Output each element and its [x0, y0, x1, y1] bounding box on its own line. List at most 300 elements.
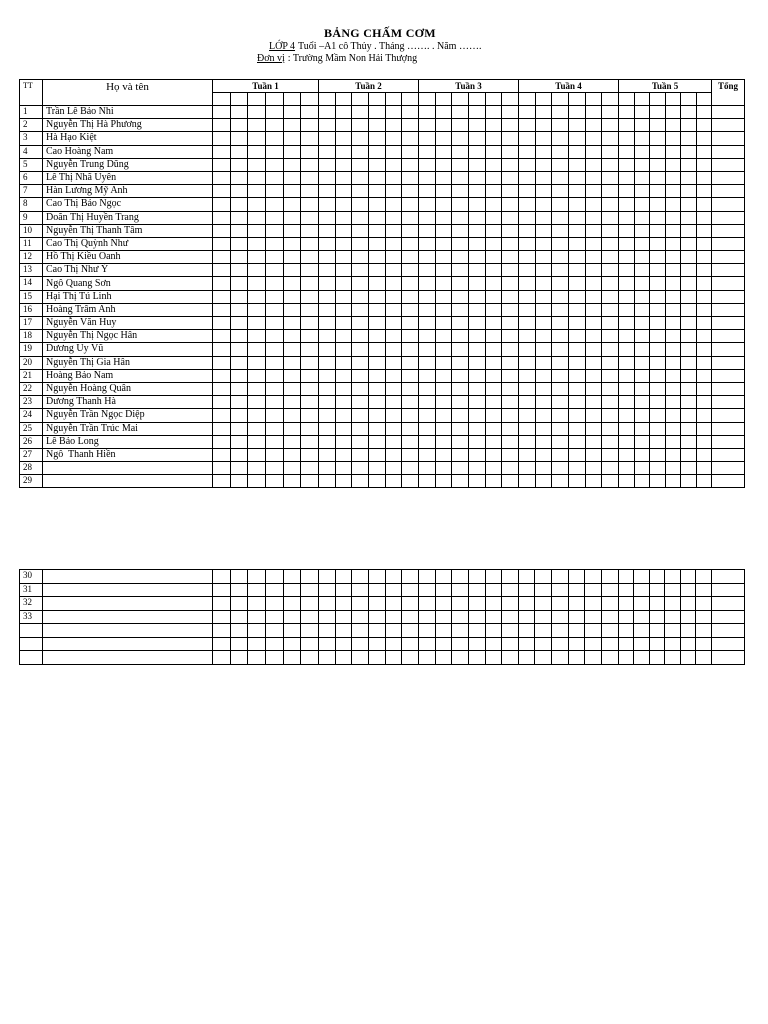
student-name: Hại Thị Tú Linh	[43, 290, 213, 303]
student-name: Ngô Thanh Hiền	[43, 448, 213, 461]
attendance-cell	[402, 409, 419, 422]
attendance-cell	[265, 119, 283, 132]
attendance-cell	[650, 185, 666, 198]
attendance-cell	[485, 396, 502, 409]
attendance-cell	[681, 356, 697, 369]
row-number: 13	[20, 264, 43, 277]
attendance-cell	[634, 396, 650, 409]
attendance-cell	[213, 317, 231, 330]
attendance-cell	[402, 198, 419, 211]
attendance-cell	[619, 132, 635, 145]
attendance-cell	[502, 211, 519, 224]
attendance-cell	[435, 448, 452, 461]
attendance-cell	[502, 462, 519, 475]
attendance-cell	[696, 382, 712, 395]
attendance-cell	[335, 317, 352, 330]
attendance-cell	[385, 132, 402, 145]
attendance-cell	[696, 290, 712, 303]
attendance-cell	[696, 422, 712, 435]
table-row	[20, 583, 745, 597]
attendance-cell	[265, 637, 283, 651]
attendance-cell	[301, 435, 319, 448]
attendance-cell	[265, 583, 283, 597]
attendance-cell	[518, 570, 535, 584]
attendance-cell	[585, 158, 602, 171]
attendance-cell	[535, 158, 552, 171]
day-header-cell	[230, 93, 248, 106]
attendance-cell	[248, 597, 266, 611]
attendance-cell	[602, 651, 619, 665]
attendance-cell	[452, 145, 469, 158]
attendance-cell	[665, 145, 681, 158]
attendance-cell	[452, 435, 469, 448]
attendance-cell	[552, 277, 569, 290]
attendance-cell	[519, 396, 536, 409]
attendance-cell	[619, 317, 635, 330]
attendance-cell	[335, 158, 352, 171]
attendance-cell	[283, 132, 301, 145]
attendance-cell	[665, 158, 681, 171]
attendance-cell	[385, 610, 402, 624]
attendance-cell	[319, 317, 336, 330]
day-header-cell	[619, 93, 635, 106]
attendance-table	[19, 79, 745, 488]
attendance-cell	[568, 106, 585, 119]
attendance-cell	[352, 237, 369, 250]
attendance-cell	[335, 277, 352, 290]
attendance-cell	[385, 251, 402, 264]
attendance-cell	[665, 597, 681, 611]
attendance-cell	[352, 224, 369, 237]
attendance-cell	[319, 290, 336, 303]
attendance-cell	[213, 211, 231, 224]
attendance-cell	[301, 317, 319, 330]
attendance-cell	[485, 119, 502, 132]
attendance-cell	[568, 583, 585, 597]
total-cell	[712, 132, 745, 145]
attendance-cell	[283, 624, 301, 638]
attendance-cell	[568, 448, 585, 461]
attendance-cell	[552, 132, 569, 145]
header-week-5: Tuần 5	[619, 80, 712, 93]
attendance-cell	[368, 462, 385, 475]
total-cell	[711, 651, 744, 665]
attendance-cell	[619, 475, 635, 488]
attendance-cell	[385, 119, 402, 132]
attendance-cell	[301, 462, 319, 475]
attendance-cell	[435, 435, 452, 448]
total-cell	[712, 145, 745, 158]
attendance-cell	[619, 369, 635, 382]
attendance-cell	[435, 317, 452, 330]
attendance-cell	[402, 330, 419, 343]
attendance-cell	[665, 356, 681, 369]
attendance-cell	[301, 211, 319, 224]
attendance-cell	[319, 145, 336, 158]
attendance-cell	[650, 475, 666, 488]
attendance-cell	[335, 106, 352, 119]
attendance-cell	[230, 409, 248, 422]
attendance-cell	[352, 171, 369, 184]
attendance-cell	[435, 132, 452, 145]
attendance-cell	[352, 597, 369, 611]
attendance-cell	[385, 369, 402, 382]
attendance-cell	[265, 251, 283, 264]
student-name: Hoàng Trâm Anh	[43, 303, 213, 316]
attendance-cell	[665, 290, 681, 303]
attendance-cell	[650, 356, 666, 369]
attendance-cell	[419, 462, 436, 475]
attendance-cell	[485, 610, 502, 624]
attendance-cell	[402, 211, 419, 224]
attendance-cell	[518, 597, 535, 611]
attendance-cell	[352, 570, 369, 584]
attendance-cell	[335, 211, 352, 224]
total-cell	[712, 251, 745, 264]
attendance-cell	[535, 264, 552, 277]
attendance-cell	[568, 382, 585, 395]
attendance-cell	[265, 435, 283, 448]
student-name	[43, 475, 213, 488]
attendance-cell	[552, 158, 569, 171]
attendance-cell	[248, 409, 266, 422]
attendance-cell	[519, 277, 536, 290]
attendance-cell	[585, 303, 602, 316]
attendance-cell	[301, 382, 319, 395]
attendance-cell	[319, 158, 336, 171]
table-row	[20, 382, 745, 395]
row-number: 27	[20, 448, 43, 461]
attendance-cell	[665, 382, 681, 395]
attendance-cell	[352, 462, 369, 475]
attendance-cell	[568, 145, 585, 158]
attendance-cell	[468, 422, 485, 435]
attendance-cell	[419, 475, 436, 488]
attendance-cell	[213, 369, 231, 382]
table-row	[20, 637, 745, 651]
attendance-cell	[265, 106, 283, 119]
attendance-cell	[681, 382, 697, 395]
row-number: 11	[20, 237, 43, 250]
attendance-cell	[602, 356, 619, 369]
attendance-cell	[552, 610, 569, 624]
attendance-cell	[213, 251, 231, 264]
attendance-cell	[485, 330, 502, 343]
attendance-cell	[265, 422, 283, 435]
attendance-cell	[650, 290, 666, 303]
attendance-cell	[568, 651, 585, 665]
attendance-cell	[213, 237, 231, 250]
attendance-cell	[535, 462, 552, 475]
attendance-cell	[283, 409, 301, 422]
attendance-cell	[301, 396, 319, 409]
attendance-cell	[385, 330, 402, 343]
attendance-cell	[665, 435, 681, 448]
student-name	[43, 637, 213, 651]
attendance-cell	[435, 396, 452, 409]
attendance-cell	[452, 171, 469, 184]
attendance-cell	[650, 224, 666, 237]
attendance-cell	[468, 317, 485, 330]
attendance-cell	[335, 583, 352, 597]
attendance-cell	[319, 106, 336, 119]
attendance-cell	[368, 330, 385, 343]
attendance-cell	[335, 251, 352, 264]
attendance-cell	[485, 448, 502, 461]
attendance-cell	[402, 448, 419, 461]
attendance-cell	[468, 382, 485, 395]
attendance-cell	[265, 211, 283, 224]
attendance-cell	[352, 264, 369, 277]
attendance-cell	[319, 251, 336, 264]
attendance-cell	[248, 382, 266, 395]
attendance-cell	[634, 277, 650, 290]
attendance-cell	[468, 185, 485, 198]
row-number: 2	[20, 119, 43, 132]
attendance-cell	[585, 462, 602, 475]
attendance-cell	[665, 369, 681, 382]
attendance-cell	[468, 145, 485, 158]
row-number: 25	[20, 422, 43, 435]
attendance-cell	[248, 651, 266, 665]
attendance-cell	[634, 303, 650, 316]
attendance-cell	[468, 448, 485, 461]
attendance-cell	[402, 290, 419, 303]
attendance-cell	[435, 462, 452, 475]
attendance-cell	[568, 343, 585, 356]
student-name: Hồ Thị Kiều Oanh	[43, 251, 213, 264]
attendance-cell	[435, 224, 452, 237]
attendance-cell	[230, 237, 248, 250]
attendance-cell	[435, 382, 452, 395]
attendance-cell	[352, 290, 369, 303]
attendance-cell	[265, 132, 283, 145]
attendance-cell	[468, 264, 485, 277]
attendance-cell	[602, 132, 619, 145]
attendance-cell	[552, 145, 569, 158]
attendance-cell	[468, 119, 485, 132]
attendance-cell	[230, 251, 248, 264]
total-cell	[712, 224, 745, 237]
attendance-cell	[634, 185, 650, 198]
attendance-cell	[535, 330, 552, 343]
day-header-cell	[585, 93, 602, 106]
row-number: 19	[20, 343, 43, 356]
attendance-cell	[248, 448, 266, 461]
attendance-cell	[435, 119, 452, 132]
attendance-cell	[585, 396, 602, 409]
attendance-cell	[568, 277, 585, 290]
attendance-cell	[619, 409, 635, 422]
attendance-cell	[696, 106, 712, 119]
attendance-cell	[419, 369, 436, 382]
day-header-cell	[535, 93, 552, 106]
attendance-cell	[352, 475, 369, 488]
attendance-cell	[418, 570, 435, 584]
attendance-cell	[230, 583, 248, 597]
attendance-cell	[301, 610, 319, 624]
attendance-cell	[585, 435, 602, 448]
attendance-cell	[649, 651, 665, 665]
attendance-cell	[452, 303, 469, 316]
row-number: 6	[20, 171, 43, 184]
attendance-cell	[419, 382, 436, 395]
attendance-cell	[552, 119, 569, 132]
attendance-cell	[352, 317, 369, 330]
attendance-cell	[552, 396, 569, 409]
attendance-cell	[319, 409, 336, 422]
attendance-cell	[568, 132, 585, 145]
attendance-cell	[681, 303, 697, 316]
attendance-cell	[568, 462, 585, 475]
attendance-cell	[585, 610, 602, 624]
total-cell	[712, 171, 745, 184]
attendance-cell	[213, 119, 231, 132]
attendance-cell	[248, 356, 266, 369]
attendance-cell	[535, 651, 552, 665]
attendance-cell	[619, 224, 635, 237]
attendance-cell	[619, 119, 635, 132]
header-total: Tổng	[712, 80, 745, 106]
student-name: Nguyễn Thị Hà Phương	[43, 119, 213, 132]
attendance-cell	[265, 343, 283, 356]
attendance-cell	[418, 637, 435, 651]
attendance-cell	[248, 171, 266, 184]
attendance-cell	[352, 251, 369, 264]
attendance-cell	[385, 277, 402, 290]
attendance-cell	[519, 237, 536, 250]
attendance-cell	[502, 317, 519, 330]
attendance-cell	[552, 583, 569, 597]
attendance-cell	[265, 570, 283, 584]
attendance-cell	[230, 570, 248, 584]
attendance-cell	[248, 317, 266, 330]
attendance-cell	[452, 610, 469, 624]
table-row	[20, 119, 745, 132]
total-cell	[712, 475, 745, 488]
attendance-cell	[230, 145, 248, 158]
attendance-cell	[468, 369, 485, 382]
attendance-cell	[502, 583, 519, 597]
attendance-cell	[402, 435, 419, 448]
attendance-cell	[634, 171, 650, 184]
attendance-cell	[502, 185, 519, 198]
attendance-cell	[319, 264, 336, 277]
attendance-cell	[681, 106, 697, 119]
attendance-cell	[435, 343, 452, 356]
attendance-cell	[696, 237, 712, 250]
attendance-cell	[681, 211, 697, 224]
attendance-cell	[519, 224, 536, 237]
attendance-cell	[468, 211, 485, 224]
attendance-cell	[650, 462, 666, 475]
attendance-cell	[602, 396, 619, 409]
attendance-cell	[265, 610, 283, 624]
attendance-cell	[248, 475, 266, 488]
attendance-cell	[335, 330, 352, 343]
attendance-cell	[319, 224, 336, 237]
attendance-cell	[283, 448, 301, 461]
attendance-cell	[552, 462, 569, 475]
attendance-cell	[419, 303, 436, 316]
attendance-cell	[696, 145, 712, 158]
attendance-cell	[402, 224, 419, 237]
attendance-cell	[585, 264, 602, 277]
attendance-cell	[452, 343, 469, 356]
attendance-cell	[283, 119, 301, 132]
attendance-cell	[283, 462, 301, 475]
attendance-cell	[502, 264, 519, 277]
attendance-cell	[301, 475, 319, 488]
attendance-cell	[301, 224, 319, 237]
attendance-cell	[485, 264, 502, 277]
attendance-cell	[585, 317, 602, 330]
attendance-cell	[552, 290, 569, 303]
attendance-cell	[301, 448, 319, 461]
attendance-cell	[230, 277, 248, 290]
attendance-cell	[452, 317, 469, 330]
attendance-cell	[418, 583, 435, 597]
attendance-cell	[402, 462, 419, 475]
attendance-cell	[568, 158, 585, 171]
attendance-cell	[230, 435, 248, 448]
attendance-cell	[518, 624, 535, 638]
attendance-cell	[468, 224, 485, 237]
attendance-cell	[230, 475, 248, 488]
attendance-cell	[319, 369, 336, 382]
total-cell	[712, 396, 745, 409]
header-week-4: Tuần 4	[519, 80, 619, 93]
attendance-cell	[248, 583, 266, 597]
attendance-cell	[619, 277, 635, 290]
attendance-cell	[213, 382, 231, 395]
attendance-cell	[385, 343, 402, 356]
attendance-cell	[402, 369, 419, 382]
attendance-cell	[352, 448, 369, 461]
attendance-cell	[419, 396, 436, 409]
attendance-cell	[602, 119, 619, 132]
student-name: Nguyễn Thị Ngọc Hân	[43, 330, 213, 343]
unit-line	[257, 53, 417, 65]
attendance-cell	[485, 651, 502, 665]
attendance-cell	[502, 448, 519, 461]
table-row	[20, 264, 745, 277]
attendance-cell	[468, 251, 485, 264]
attendance-cell	[502, 624, 519, 638]
total-cell	[712, 382, 745, 395]
attendance-cell	[468, 409, 485, 422]
total-cell	[712, 330, 745, 343]
attendance-cell	[519, 158, 536, 171]
attendance-cell	[283, 211, 301, 224]
attendance-cell	[602, 303, 619, 316]
attendance-cell	[402, 396, 419, 409]
total-cell	[712, 211, 745, 224]
attendance-cell	[696, 171, 712, 184]
attendance-cell	[568, 369, 585, 382]
attendance-cell	[319, 462, 336, 475]
attendance-cell	[352, 382, 369, 395]
total-cell	[712, 277, 745, 290]
attendance-cell	[602, 158, 619, 171]
attendance-cell	[385, 198, 402, 211]
attendance-cell	[419, 409, 436, 422]
attendance-cell	[385, 356, 402, 369]
attendance-cell	[368, 343, 385, 356]
day-header-cell	[368, 93, 385, 106]
attendance-cell	[568, 356, 585, 369]
attendance-cell	[552, 237, 569, 250]
